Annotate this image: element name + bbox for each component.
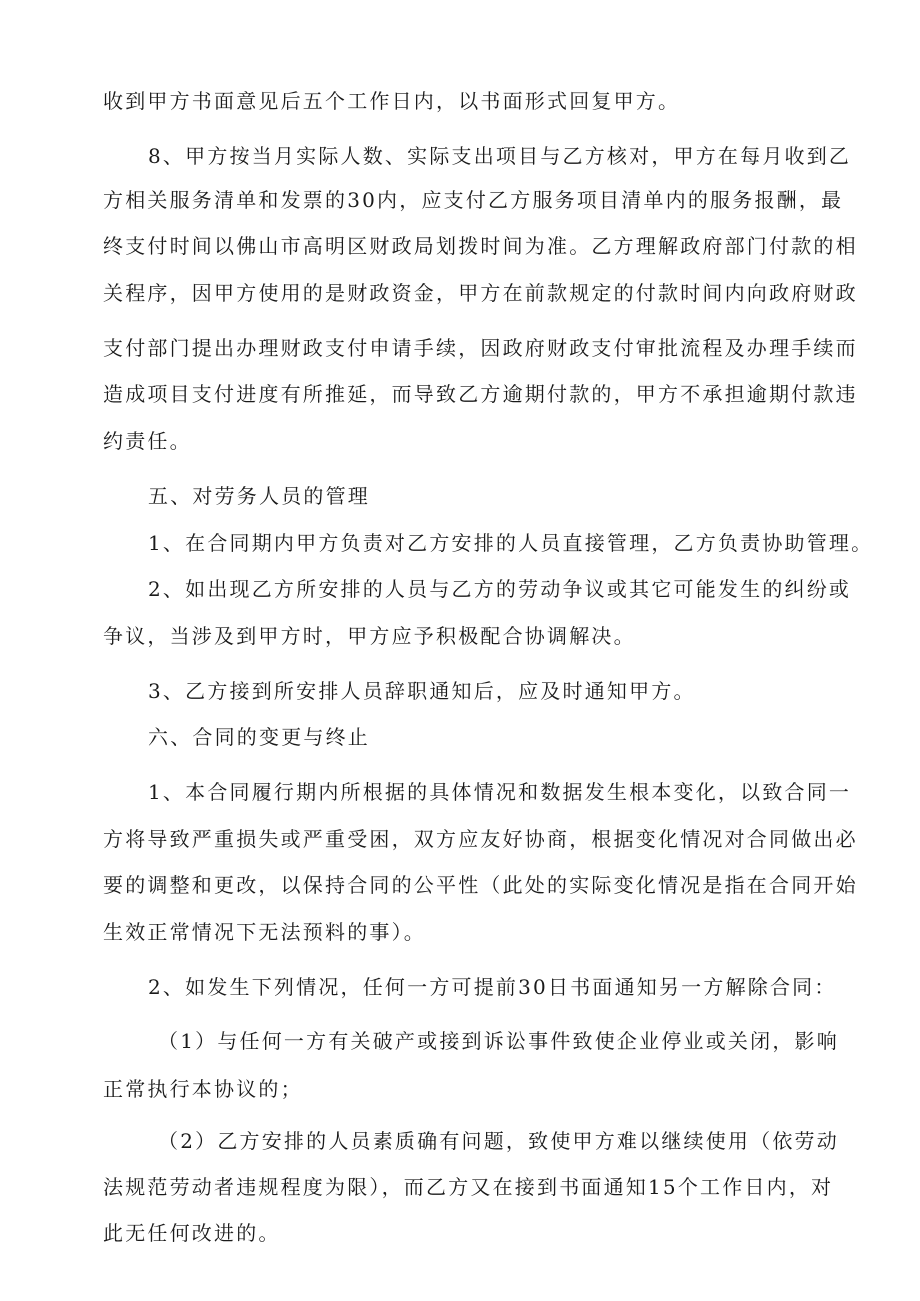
text-line: 2、如发生下列情况，任何一方可提前30日书面通知另一方解除合同： xyxy=(148,975,837,999)
text-line: 生效正常情况下无法预料的事）。 xyxy=(103,920,426,944)
text-line: 法规范劳动者违规程度为限），而乙方又在接到书面通知15个工作日内，对 xyxy=(103,1175,834,1199)
text-line: 正常执行本协议的； xyxy=(103,1077,303,1101)
text-line: 关程序，因甲方使用的是财政资金，甲方在前款规定的付款时间内向政府财政 xyxy=(103,281,858,305)
text-line: 方将导致严重损失或严重受困，双方应友好协商，根据变化情况对合同做出必 xyxy=(103,827,858,851)
section-heading: 五、对劳务人员的管理 xyxy=(148,484,370,508)
text-line: 支付部门提出办理财政支付申请手续，因政府财政支付审批流程及办理手续而 xyxy=(103,336,858,360)
text-line: （2）乙方安排的人员素质确有问题，致使甲方难以继续使用（依劳动 xyxy=(158,1129,839,1153)
section-heading: 六、合同的变更与终止 xyxy=(148,725,370,749)
text-line: 1、在合同期内甲方负责对乙方安排的人员直接管理，乙方负责协助管理。 xyxy=(148,531,874,555)
text-line: 约责任。 xyxy=(103,429,192,453)
text-line: （1）与任何一方有关破产或接到诉讼事件致使企业停业或关闭，影响 xyxy=(158,1029,839,1053)
text-line: 要的调整和更改，以保持合同的公平性（此处的实际变化情况是指在合同开始 xyxy=(103,873,858,897)
text-line: 方相关服务清单和发票的30内，应支付乙方服务项目清单内的服务报酬，最 xyxy=(103,188,844,212)
text-line: 终支付时间以佛山市高明区财政局划拨时间为准。乙方理解政府部门付款的相 xyxy=(103,234,858,258)
text-line: 收到甲方书面意见后五个工作日内，以书面形式回复甲方。 xyxy=(103,89,681,113)
text-line: 8、甲方按当月实际人数、实际支出项目与乙方核对，甲方在每月收到乙 xyxy=(148,144,852,168)
text-line: 造成项目支付进度有所推延，而导致乙方逾期付款的，甲方不承担逾期付款违 xyxy=(103,382,858,406)
text-line: 此无任何改进的。 xyxy=(103,1221,281,1245)
text-line: 2、如出现乙方所安排的人员与乙方的劳动争议或其它可能发生的纠纷或 xyxy=(148,577,852,601)
text-line: 3、乙方接到所安排人员辞职通知后，应及时通知甲方。 xyxy=(148,679,696,703)
text-line: 1、本合同履行期内所根据的具体情况和数据发生根本变化，以致合同一 xyxy=(148,780,852,804)
text-line: 争议，当涉及到甲方时，甲方应予积极配合协调解决。 xyxy=(103,624,636,648)
